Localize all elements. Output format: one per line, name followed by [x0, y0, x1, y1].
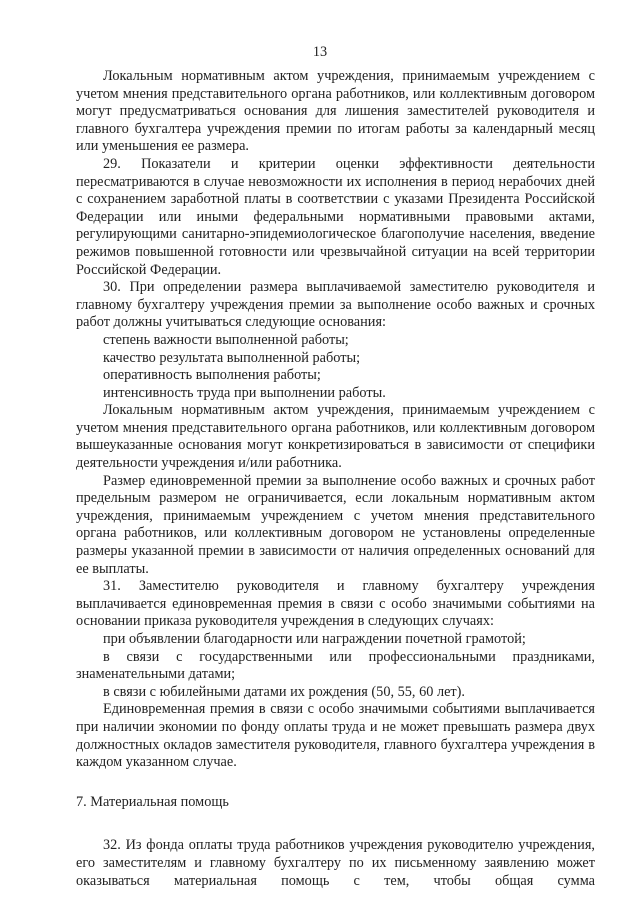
list-item-importance: степень важности выполненной работы; — [103, 331, 349, 348]
paragraph-one-time-premium: Единовременная премия в связи с особо значимыми событиями выплачивается при наличии экономии по фонду оплаты труда и не может превышать размера двух должностных окладов заместителя руководителя, главного бухгалтера учреждения в каждом указанном случае. — [76, 701, 595, 771]
paragraph-30: 30. При определении размера выплачиваемой заместителю руководителя и главному бухгалтеру учреждения премии за выполнение особо важных и срочных работ должны учитываться следующие основания: — [76, 279, 595, 331]
paragraph-premium-size: Размер единовременной премии за выполнение особо важных и срочных работ предельным размером не ограничивается, если локальным нормативным актом учреждения, принимаемым учреждением с учетом мнения представительного органа работников, или коллективным договором не установлены определенные размеры указанной премии в зависимости от наличия определенных оснований для ее выплаты. — [76, 472, 595, 577]
page-number: 13 — [312, 44, 328, 60]
paragraph-premium-deprivation: Локальным нормативным актом учреждения, принимаемым учреждением с учетом мнения представительного органа работников, или коллективным договором могут предусматриваться основания для лишения заместителей руководителя и главного бухгалтера учреждения премии по итогам работы за календарный месяц или уменьшения ее размера. — [76, 68, 595, 155]
section-heading: 7. Материальная помощь — [76, 793, 229, 810]
list-item-holidays: в связи с государственными или профессиональными праздниками, знаменательными датами; — [76, 648, 595, 683]
list-item-anniversaries: в связи с юбилейными датами их рождения (50, 55, 60 лет). — [103, 683, 466, 700]
paragraph-concretization: Локальным нормативным актом учреждения, принимаемым учреждением с учетом мнения представительного органа работников, или коллективным договором вышеуказанные основания могут конкретизироваться в зависимости от специфики деятельности учреждения и/или работника. — [76, 402, 595, 472]
paragraph-32: 32. Из фонда оплаты труда работников учреждения руководителю учреждения, его заместителям и главному бухгалтеру по их письменному заявлению может оказываться материальная помощь с тем, чтобы общая сумма — [76, 837, 595, 889]
list-item-quality: качество результата выполненной работы; — [103, 349, 361, 366]
paragraph-31: 31. Заместителю руководителя и главному бухгалтеру учреждения выплачивается единовременная премия в связи с особо значимыми событиями на основании приказа руководителя учреждения в следующих случаях: — [76, 578, 595, 630]
paragraph-29: 29. Показатели и критерии оценки эффективности деятельности пересматриваются в случае невозможности их исполнения в период нерабочих дней с сохранением заработной платы в соответствии с указами Президента Российской Федерации или иными федеральными нормативными правовыми актами, регулирующими санитарно-эпидемиологическое благополучие населения, введение режимов повышенной готовности или чрезвычайной ситуации на всей территории Российской Федерации. — [76, 155, 595, 278]
document-body — [76, 68, 595, 890]
list-item-promptness: оперативность выполнения работы; — [103, 367, 321, 384]
list-item-gratitude: при объявлении благодарности или награждении почетной грамотой; — [103, 631, 526, 647]
list-item-intensity: интенсивность труда при выполнении работы. — [103, 384, 386, 401]
